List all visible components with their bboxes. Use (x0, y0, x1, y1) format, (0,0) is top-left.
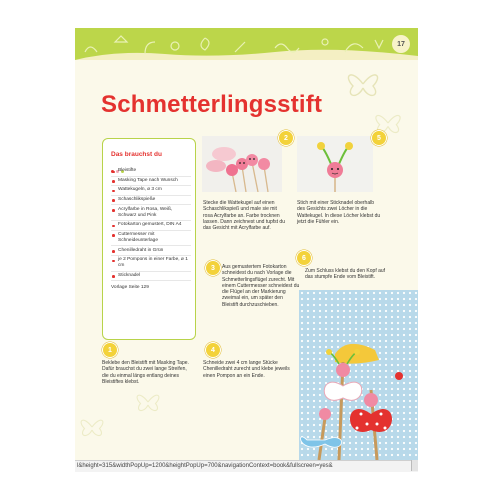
url-bar[interactable] (75, 460, 418, 472)
step-number-badge: 6 (296, 250, 312, 266)
list-item: Wattekugeln, ø 3 cm (111, 186, 191, 196)
photo-finished-pencils (299, 290, 418, 460)
list-item: Acrylfarbe in Rosa, Weiß, Schwarz und Pink (111, 205, 191, 221)
step-text: Schneide zwei 4 cm lange Stücke Chenilledraht zurecht und klebe jeweils einen Pompon an ein Ende. (203, 360, 290, 379)
step-number-badge: 4 (205, 342, 221, 358)
step-text: Beklebe den Bleistift mit Masking Tape. Dafür brauchst du zwei lange Streifen, die du einmal längs entlang deines Bleistiftes klebst. (102, 360, 189, 385)
decorative-dots (111, 160, 195, 164)
butterfly-outline-icon (77, 413, 107, 441)
butterfly-outline-icon (133, 388, 163, 416)
step-text: Aus gemustertem Fotokarton schneidest du nach Vorlage die Schmetterlingsflügel zurecht. Mit einem Cuttermesser schneidest du die Flügel an der Markierung zweimal ein, um später den Bleistift durchzuschieben. (222, 264, 300, 308)
list-item: Cuttermesser mit Schneideunterlage (111, 231, 191, 247)
materials-heading: Das brauchst du (111, 151, 162, 158)
list-item: je 2 Pompons in einer Farbe, ø 1 cm (111, 256, 191, 272)
step-number-badge: 2 (278, 130, 294, 146)
list-item: Fotokarton gemustert, DIN A4 (111, 221, 191, 231)
photo-head-antennae (297, 136, 373, 192)
step-number-badge: 1 (102, 342, 118, 358)
materials-list (103, 167, 195, 281)
list-item: Masking Tape nach Wunsch (111, 177, 191, 187)
list-item: Bleistifte (111, 167, 191, 177)
book-page (75, 28, 418, 460)
list-item: Chenilledraht in Grün (111, 246, 191, 256)
step-text: Stich mit einer Sticknadel oberhalb des Gesichts zwei Löcher in die Wattekugel. In diese Löcher klebst du jetzt die Fühler ein. (297, 200, 381, 225)
step-text: Zum Schluss klebst du den Kopf auf das stumpfe Ende vom Bleistift. (305, 268, 386, 281)
decorative-header-band (75, 28, 418, 60)
url-text: l&height=315&widthPopUp=1200&heightPopUp=700&navigationContext=book&fullscreen=yes& (77, 463, 333, 469)
step-text: Stecke die Wattekugel auf einen Schaschlikspieß und male sie mit rosa Acrylfarbe an. Farbe trocknen lassen. Dann zeichnest und tupfst du das Gesicht mit Acrylfarbe auf. (203, 200, 285, 232)
step-number-badge: 5 (371, 130, 387, 146)
materials-box (102, 138, 196, 340)
list-item: Schaschlikspieße (111, 196, 191, 206)
list-item: Sticknadel (111, 272, 191, 282)
scrollbar-stub[interactable] (411, 460, 418, 471)
page-number: 17 (392, 35, 410, 53)
photo-pink-balls (202, 136, 282, 192)
template-reference: Vorlage Seite 129 (111, 285, 149, 291)
page-title: Schmetterlingsstift (101, 91, 323, 118)
butterfly-outline-icon (343, 66, 383, 102)
step-number-badge: 3 (205, 260, 221, 276)
